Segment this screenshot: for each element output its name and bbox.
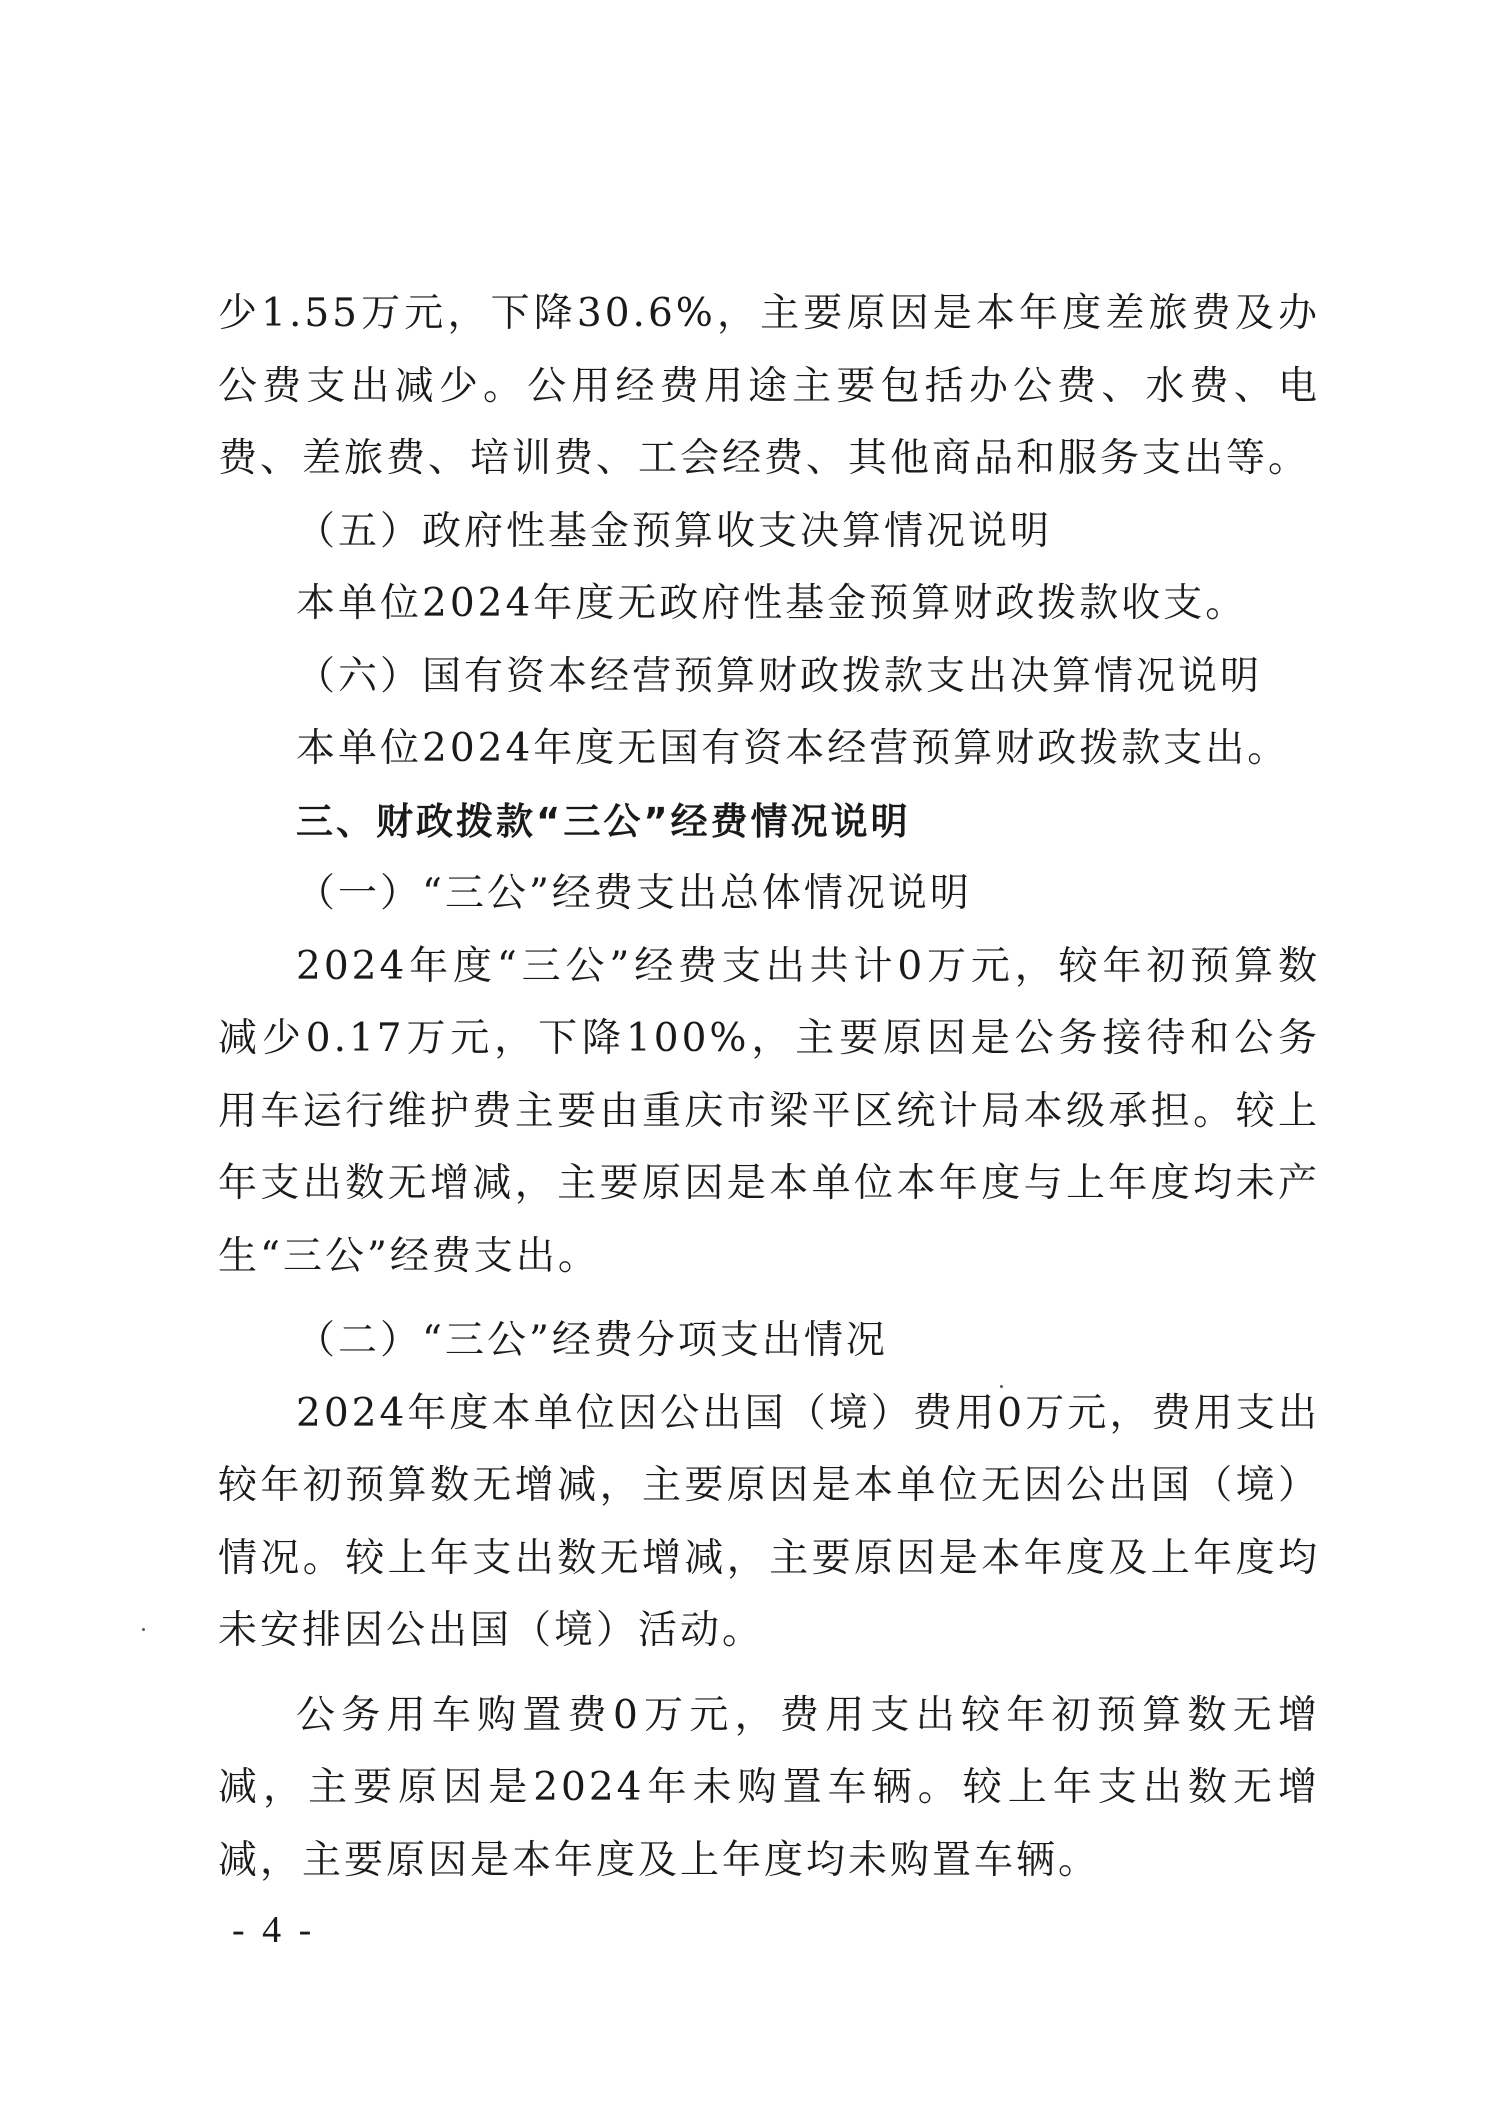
paragraph-government-fund-budget: 本单位2024年度无政府性基金预算财政拨款收支。	[296, 581, 1248, 626]
page-number: - 4 -	[232, 1909, 316, 1951]
document-body	[218, 278, 1320, 1897]
paragraph-vehicle-purchase: 公务用车购置费0万元，费用支出较年初预算数无增减，主要原因是2024年未购置车辆。较上年支出数无增减，主要原因是本年度及上年度均未购置车辆。	[218, 1692, 1320, 1883]
heading-three-public-expenses: 三、财政拨款“三公”经费情况说明	[296, 799, 911, 843]
paragraph-public-expenses-continued: 少1.55万元，下降30.6%，主要原因是本年度差旅费及办公费支出减少。公用经费用途主要包括办公费、水费、电费、差旅费、培训费、工会经费、其他商品和服务支出等。	[218, 291, 1320, 481]
paragraph-three-public-overall: 2024年度“三公”经费支出共计0万元，较年初预算数减少0.17万元，下降100%，主要原因是公务接待和公务用车运行维护费主要由重庆市梁平区统计局本级承担。较上年支出数无增减，主要原因是本单位本年度与上年度均未产生“三公”经费支出。	[218, 943, 1320, 1279]
heading-government-fund-budget: （五）政府性基金预算收支决算情况说明	[296, 508, 1053, 554]
paragraph-state-capital-budget: 本单位2024年度无国有资本经营预算财政拨款支出。	[296, 726, 1290, 771]
heading-three-public-itemized: （二）“三公”经费分项支出情况	[296, 1318, 888, 1363]
heading-state-capital-budget: （六）国有资本经营预算财政拨款支出决算情况说明	[296, 653, 1263, 699]
paragraph-overseas-travel: 2024年度本单位因公出国（境）费用0万元，费用支出较年初预算数无增减，主要原因是本单位无因公出国（境）情况。较上年支出数无增减，主要原因是本年度及上年度均未安排因公出国（境）活动。	[218, 1390, 1320, 1653]
heading-three-public-overall: （一）“三公”经费支出总体情况说明	[296, 871, 972, 916]
scan-speck	[1000, 1385, 1003, 1388]
scan-speck	[142, 1628, 145, 1631]
